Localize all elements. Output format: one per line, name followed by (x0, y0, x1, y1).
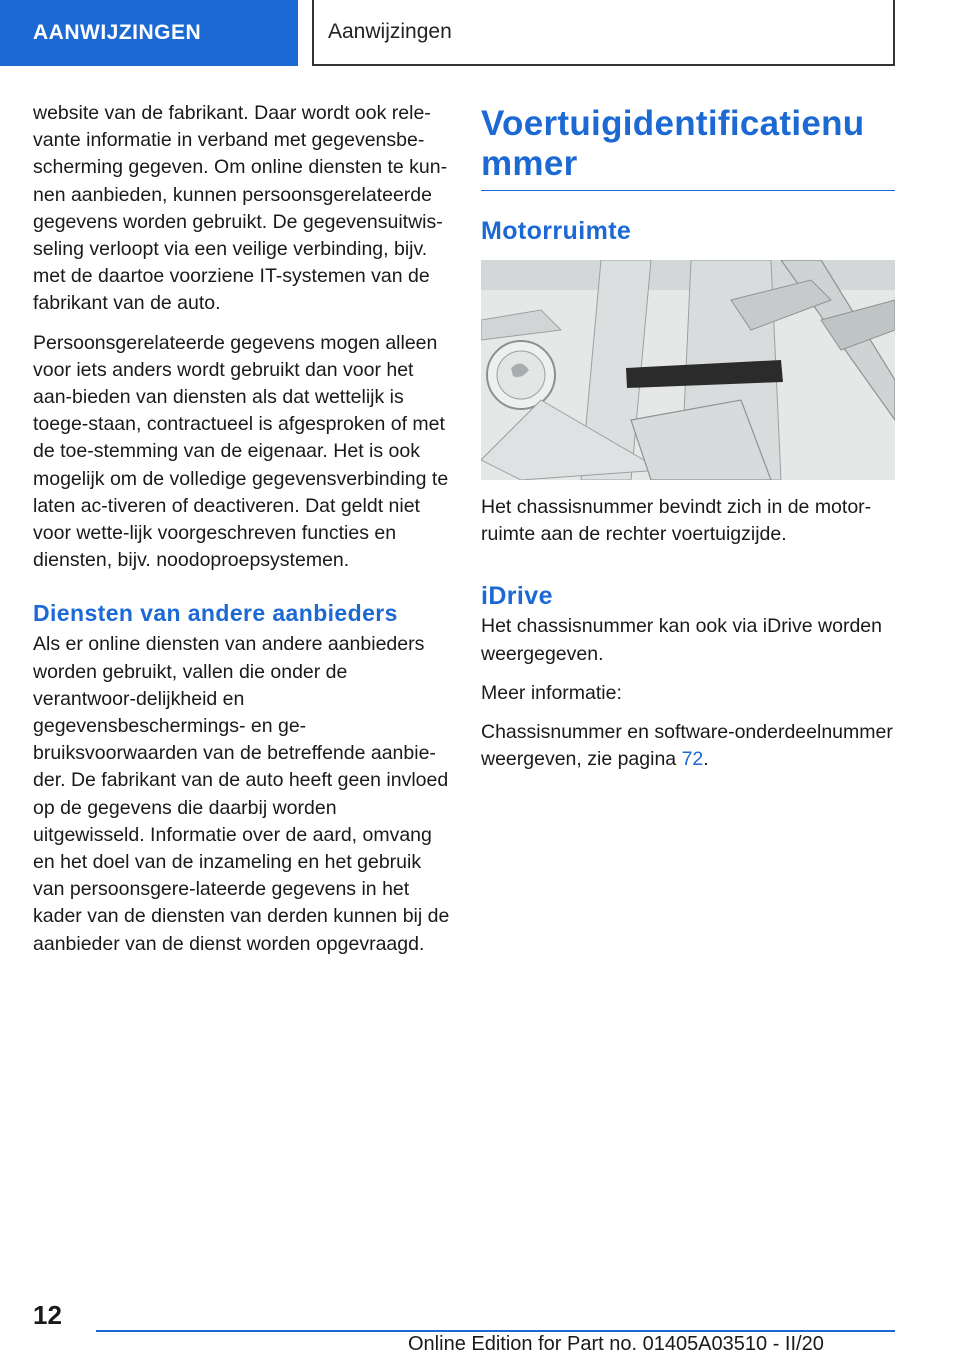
reference-end: . (703, 748, 709, 771)
footer-divider (96, 1330, 895, 1332)
subheading-idrive: iDrive (481, 582, 553, 611)
paragraph: website van de fabrikant. Daar wordt ook rele-vante informatie in verband met gegevensbe-scherming gegeven. Om online diensten te kun-nen aanbieden, kunnen persoonsgerelateerde gegevens worden gebruikt. De gegevensuitwis-seling verloopt via een veilige verbinding, bijv. met de daartoe voorziene IT-systemen van de fabrikant van de auto. (33, 102, 448, 315)
paragraph: Als er online diensten van andere aanbieders worden gebruikt, vallen die onder de verantwoor-delijkheid en gegevensbeschermings- en ge-bruiksvoorwaarden van de betreffende aanbie-der. De fabrikant van de auto heeft geen invloed op de gegevens die daarbij worden uitgewisseld. Informatie over de aard, omvang en het doel van de inzameling en het gebruik van persoonsgere-lateerde gegevens in het kader van de diensten van derden kunnen bij de aanbieder van de dienst worden opgevraagd. (33, 633, 450, 955)
right-column (481, 100, 895, 785)
paragraph: Persoonsgerelateerde gegevens mogen alleen voor iets anders wordt gebruikt dan voor het aan-bieden van diensten als dat wettelijk is toege-staan, contractueel is afgesproken of met de toe-stemming van de eigenaar. Het is ook mogelijk om de volledige gegevensverbinding te laten ac-tiveren of deactiveren. Dat geldt niet voor wette-lijk voorgeschreven functies en diensten, bijv. noodoproepsystemen. (33, 331, 449, 572)
reference-paragraph (481, 719, 895, 773)
chapter-header (312, 0, 895, 66)
section-tab: AANWIJZINGEN (0, 0, 298, 66)
section-title: Voertuigidentificatienummer (481, 104, 895, 191)
subheading-engine-bay: Motorruimte (481, 217, 632, 245)
reference-text: Chassisnummer en software-onderdeelnummer weergeven, zie pagina (481, 721, 893, 771)
engine-bay-illustration (481, 260, 895, 480)
paragraph: Het chassisnummer bevindt zich in de motor-ruimte aan de rechter voertuigzijde. (481, 496, 872, 546)
chapter-title: Aanwijzingen (328, 20, 452, 43)
paragraph: Meer informatie: (481, 681, 622, 704)
page-number: 12 (33, 1300, 62, 1330)
left-column (33, 100, 451, 970)
edition-footer: Online Edition for Part no. 01405A03510 - II/20 (408, 1333, 824, 1355)
page-reference-link[interactable]: 72 (681, 748, 704, 771)
subheading-other-providers: Diensten van andere aanbieders (33, 600, 398, 627)
paragraph: Het chassisnummer kan ook via iDrive worden weergegeven. (481, 615, 882, 665)
